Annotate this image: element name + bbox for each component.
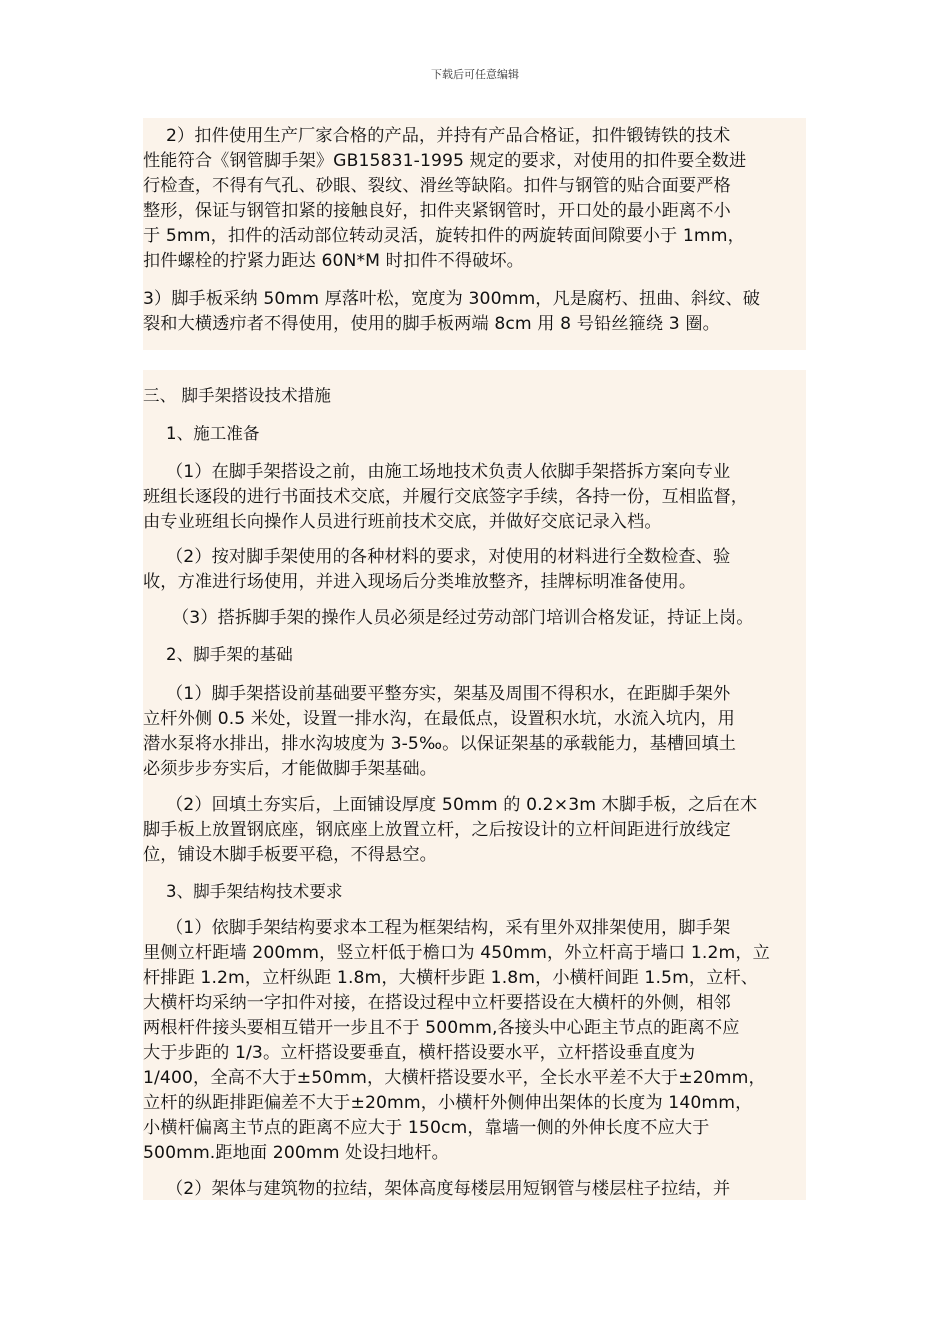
body-line: 500mm.距地面 200mm 处设扫地杆。 <box>143 1143 449 1163</box>
body-line: 1/400，全高不大于±50mm，大横杆搭设要水平，全长水平差不大于±20mm， <box>143 1068 766 1088</box>
body-line: 大横杆均采纳一字扣件对接，在搭设过程中立杆要搭设在大横杆的外侧，相邻 <box>143 993 731 1013</box>
body-line: （3）搭拆脚手架的操作人员必须是经过劳动部门培训合格发证，持证上岗。 <box>172 608 754 628</box>
subsection-heading: 2、脚手架的基础 <box>166 645 293 664</box>
subsection-heading: 1、施工准备 <box>166 424 260 443</box>
body-line: 由专业班组长向操作人员进行班前技术交底，并做好交底记录入档。 <box>143 512 662 532</box>
body-line: 脚手板上放置钢底座，钢底座上放置立杆，之后按设计的立杆间距进行放线定 <box>143 820 731 840</box>
body-line: （1）依脚手架结构要求本工程为框架结构，采有里外双排架使用，脚手架 <box>166 918 731 938</box>
body-line: （2）回填土夯实后，上面铺设厚度 50mm 的 0.2×3m 木脚手板，之后在木 <box>166 795 758 815</box>
subsection-heading: 3、脚手架结构技术要求 <box>166 882 343 901</box>
body-line: 必须步步夯实后，才能做脚手架基础。 <box>143 759 437 779</box>
body-line: 于 5mm，扣件的活动部位转动灵活，旋转扣件的两旋转面间隙要小于 1mm， <box>143 226 745 246</box>
body-line: 潜水泵将水排出，排水沟坡度为 3-5‰。以保证架基的承载能力，基槽回填土 <box>143 734 737 754</box>
body-line: （1）在脚手架搭设之前，由施工场地技术负责人依脚手架搭拆方案向专业 <box>166 462 731 482</box>
body-line: 整形，保证与钢管扣紧的接触良好，扣件夹紧钢管时，开口处的最小距离不小 <box>143 201 731 221</box>
body-line: 裂和大横透疖者不得使用，使用的脚手板两端 8cm 用 8 号铅丝箍绕 3 圈。 <box>143 314 720 334</box>
body-line: 位，铺设木脚手板要平稳，不得悬空。 <box>143 845 437 865</box>
body-line: 性能符合《钢管脚手架》GB15831-1995 规定的要求，对使用的扣件要全数进 <box>143 151 747 171</box>
body-line: （2）架体与建筑物的拉结，架体高度每楼层用短钢管与楼层柱子拉结，并 <box>166 1179 731 1199</box>
body-line: 2）扣件使用生产厂家合格的产品，并持有产品合格证，扣件锻铸铁的技术 <box>166 126 731 146</box>
page-header: 下载后可任意编辑 <box>431 68 519 81</box>
body-line: 收，方准进行场使用，并进入现场后分类堆放整齐，挂牌标明准备使用。 <box>143 572 697 592</box>
body-line: 行检查，不得有气孔、砂眼、裂纹、滑丝等缺陷。扣件与钢管的贴合面要严格 <box>143 176 731 196</box>
body-line: 3）脚手板采纳 50mm 厚落叶松，宽度为 300mm，凡是腐朽、扭曲、斜纹、破 <box>143 289 761 309</box>
body-line: 里侧立杆距墙 200mm，竖立杆低于檐口为 450mm，外立杆高于墙口 1.2m，立 <box>143 943 770 963</box>
body-line: 扣件螺栓的拧紧力距达 60N*M 时扣件不得破坏。 <box>143 251 524 271</box>
body-line: 两根杆件接头要相互错开一步且不于 500mm,各接头中心距主节点的距离不应 <box>143 1018 740 1038</box>
body-line: （2）按对脚手架使用的各种材料的要求，对使用的材料进行全数检查、验 <box>166 547 731 567</box>
body-line: 立杆外侧 0.5 米处，设置一排水沟，在最低点，设置积水坑，水流入坑内，用 <box>143 709 735 729</box>
body-line: 大于步距的 1/3。立杆搭设要垂直，横杆搭设要水平，立杆搭设垂直度为 <box>143 1043 696 1063</box>
body-line: （1）脚手架搭设前基础要平整夯实，架基及周围不得积水，在距脚手架外 <box>166 684 731 704</box>
section-heading: 三、 脚手架搭设技术措施 <box>143 386 331 405</box>
body-line: 立杆的纵距排距偏差不大于±20mm，小横杆外侧伸出架体的长度为 140mm， <box>143 1093 753 1113</box>
body-line: 杆排距 1.2m，立杆纵距 1.8m，大横杆步距 1.8m，小横杆间距 1.5m，立杆、 <box>143 968 759 988</box>
body-line: 班组长逐段的进行书面技术交底，并履行交底签字手续，各持一份，互相监督， <box>143 487 749 507</box>
body-line: 小横杆偏离主节点的距离不应大于 150cm，靠墙一侧的外伸长度不应大于 <box>143 1118 710 1138</box>
